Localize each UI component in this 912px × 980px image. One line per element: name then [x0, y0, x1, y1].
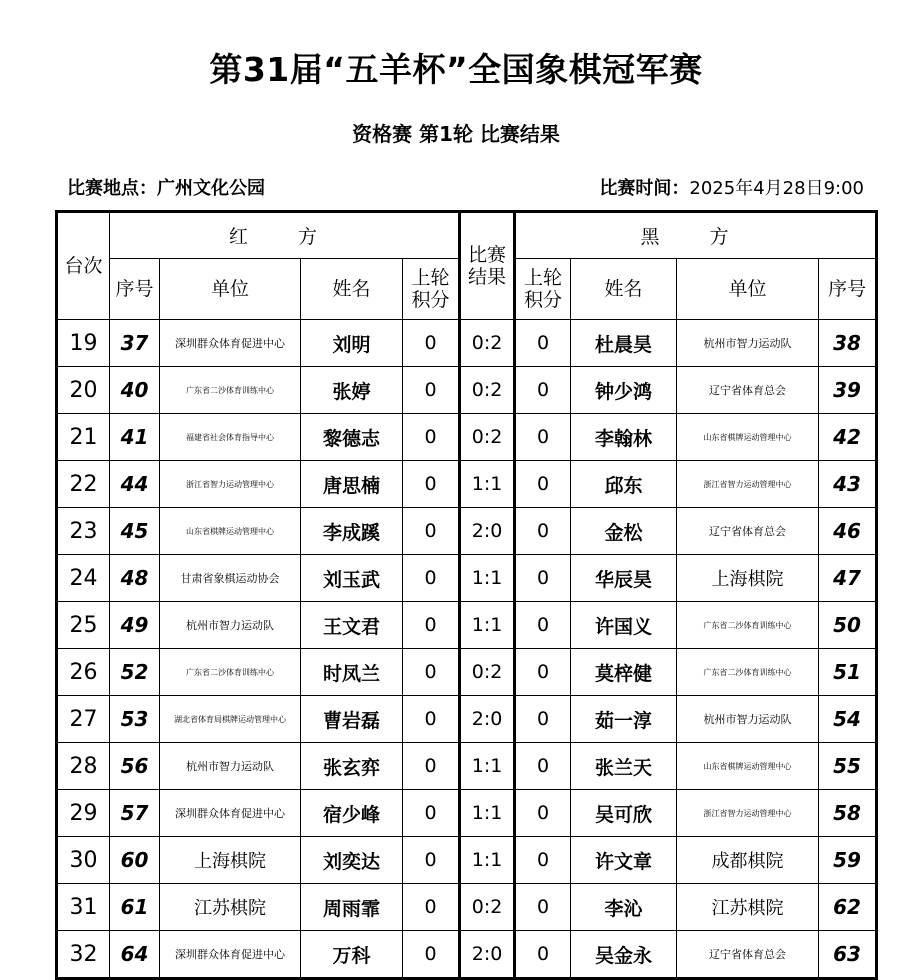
- red-unit-cell: 广东省二沙体育训练中心: [160, 367, 301, 414]
- table-no-cell: 20: [57, 367, 110, 414]
- result-cell: 1:1: [460, 461, 515, 508]
- result-cell: 1:1: [460, 743, 515, 790]
- table-no-cell: 22: [57, 461, 110, 508]
- table-row: [57, 931, 877, 979]
- black-unit-cell: 辽宁省体育总会: [677, 931, 819, 979]
- black-score-cell: 0: [515, 884, 571, 931]
- black-seed-cell: 55: [819, 743, 877, 790]
- black-unit-cell: 浙江省智力运动管理中心: [677, 790, 819, 837]
- black-seed-cell: 62: [819, 884, 877, 931]
- table-row: [57, 602, 877, 649]
- black-score-cell: 0: [515, 696, 571, 743]
- black-score-cell: 0: [515, 743, 571, 790]
- black-seed-cell: 43: [819, 461, 877, 508]
- black-score-cell: 0: [515, 508, 571, 555]
- red-name-cell: 曹岩磊: [301, 696, 403, 743]
- red-unit-cell: 湖北省体育局棋牌运动管理中心: [160, 696, 301, 743]
- black-score-cell: 0: [515, 649, 571, 696]
- result-cell: 1:1: [460, 837, 515, 884]
- black-unit-cell: 成都棋院: [677, 837, 819, 884]
- table-no-cell: 27: [57, 696, 110, 743]
- table-row: [57, 320, 877, 367]
- red-score-cell: 0: [403, 602, 460, 649]
- header-red-seed: 序号: [110, 259, 160, 320]
- black-score-cell: 0: [515, 790, 571, 837]
- black-seed-cell: 47: [819, 555, 877, 602]
- red-seed-cell: 48: [110, 555, 160, 602]
- result-cell: 0:2: [460, 320, 515, 367]
- red-name-cell: 时凤兰: [301, 649, 403, 696]
- table-row: [57, 696, 877, 743]
- black-seed-cell: 38: [819, 320, 877, 367]
- red-seed-cell: 57: [110, 790, 160, 837]
- table-no-cell: 30: [57, 837, 110, 884]
- red-name-cell: 刘玉武: [301, 555, 403, 602]
- black-unit-cell: 辽宁省体育总会: [677, 367, 819, 414]
- red-score-cell: 0: [403, 884, 460, 931]
- red-name-cell: 李成蹊: [301, 508, 403, 555]
- result-cell: 2:0: [460, 931, 515, 979]
- black-seed-cell: 39: [819, 367, 877, 414]
- table-no-cell: 21: [57, 414, 110, 461]
- black-name-cell: 张兰天: [571, 743, 677, 790]
- black-unit-cell: 山东省棋牌运动管理中心: [677, 414, 819, 461]
- black-unit-cell: 杭州市智力运动队: [677, 320, 819, 367]
- table-row: [57, 555, 877, 602]
- header-black-unit: 单位: [677, 259, 819, 320]
- table-row: [57, 790, 877, 837]
- red-unit-cell: 深圳群众体育促进中心: [160, 790, 301, 837]
- result-cell: 2:0: [460, 508, 515, 555]
- header-table-no: 台次: [57, 212, 110, 320]
- red-seed-cell: 44: [110, 461, 160, 508]
- result-cell: 0:2: [460, 884, 515, 931]
- black-unit-cell: 广东省二沙体育训练中心: [677, 649, 819, 696]
- red-name-cell: 张玄弈: [301, 743, 403, 790]
- page-subtitle: 资格赛 第1轮 比赛结果: [352, 122, 560, 146]
- table-no-cell: 32: [57, 931, 110, 979]
- header-black-prev-score: [515, 259, 571, 320]
- red-score-cell: 0: [403, 508, 460, 555]
- table-row: [57, 837, 877, 884]
- table-row: [57, 367, 877, 414]
- black-seed-cell: 63: [819, 931, 877, 979]
- result-cell: 1:1: [460, 555, 515, 602]
- black-name-cell: 华辰昊: [571, 555, 677, 602]
- red-score-cell: 0: [403, 790, 460, 837]
- red-score-cell: 0: [403, 367, 460, 414]
- result-cell: 1:1: [460, 602, 515, 649]
- black-score-cell: 0: [515, 461, 571, 508]
- black-name-cell: 邱东: [571, 461, 677, 508]
- black-unit-cell: 山东省棋牌运动管理中心: [677, 743, 819, 790]
- black-unit-cell: 杭州市智力运动队: [677, 696, 819, 743]
- black-seed-cell: 42: [819, 414, 877, 461]
- black-score-cell: 0: [515, 414, 571, 461]
- header-red-name: 姓名: [301, 259, 403, 320]
- table-row: [57, 884, 877, 931]
- red-seed-cell: 49: [110, 602, 160, 649]
- red-score-cell: 0: [403, 931, 460, 979]
- header-red-prev-score-label: 上轮积分: [411, 267, 450, 311]
- black-score-cell: 0: [515, 602, 571, 649]
- black-name-cell: 杜晨昊: [571, 320, 677, 367]
- header-red-prev-score: [403, 259, 460, 320]
- red-score-cell: 0: [403, 696, 460, 743]
- venue-value: 广州文化公园: [157, 178, 265, 199]
- table-no-cell: 19: [57, 320, 110, 367]
- black-seed-cell: 46: [819, 508, 877, 555]
- red-name-cell: 张婷: [301, 367, 403, 414]
- red-seed-cell: 45: [110, 508, 160, 555]
- black-seed-cell: 50: [819, 602, 877, 649]
- table-row: [57, 508, 877, 555]
- header-result-label: 比赛结果: [468, 244, 507, 288]
- red-name-cell: 周雨霏: [301, 884, 403, 931]
- red-seed-cell: 64: [110, 931, 160, 979]
- black-name-cell: 许文章: [571, 837, 677, 884]
- result-cell: 0:2: [460, 649, 515, 696]
- red-seed-cell: 40: [110, 367, 160, 414]
- red-score-cell: 0: [403, 649, 460, 696]
- result-cell: 1:1: [460, 790, 515, 837]
- red-name-cell: 宿少峰: [301, 790, 403, 837]
- black-name-cell: 金松: [571, 508, 677, 555]
- table-row: [57, 743, 877, 790]
- red-name-cell: 黎德志: [301, 414, 403, 461]
- time-info: [599, 174, 864, 200]
- table-no-cell: 24: [57, 555, 110, 602]
- black-unit-cell: 江苏棋院: [677, 884, 819, 931]
- black-unit-cell: 广东省二沙体育训练中心: [677, 602, 819, 649]
- red-name-cell: 刘奕达: [301, 837, 403, 884]
- red-seed-cell: 52: [110, 649, 160, 696]
- black-unit-cell: 上海棋院: [677, 555, 819, 602]
- red-seed-cell: 60: [110, 837, 160, 884]
- table-row: [57, 461, 877, 508]
- red-score-cell: 0: [403, 837, 460, 884]
- red-unit-cell: 福建省社会体育指导中心: [160, 414, 301, 461]
- black-unit-cell: 辽宁省体育总会: [677, 508, 819, 555]
- black-name-cell: 李翰林: [571, 414, 677, 461]
- result-cell: 0:2: [460, 367, 515, 414]
- table-row: [57, 649, 877, 696]
- red-unit-cell: 杭州市智力运动队: [160, 743, 301, 790]
- red-score-cell: 0: [403, 414, 460, 461]
- black-score-cell: 0: [515, 837, 571, 884]
- black-name-cell: 茹一淳: [571, 696, 677, 743]
- red-seed-cell: 41: [110, 414, 160, 461]
- red-unit-cell: 山东省棋牌运动管理中心: [160, 508, 301, 555]
- page-title: 第31届“五羊杯”全国象棋冠军赛: [209, 50, 703, 89]
- red-score-cell: 0: [403, 743, 460, 790]
- black-name-cell: 李沁: [571, 884, 677, 931]
- table-row: [57, 414, 877, 461]
- black-seed-cell: 51: [819, 649, 877, 696]
- header-black-name: 姓名: [571, 259, 677, 320]
- header-black-seed: 序号: [819, 259, 877, 320]
- header-result: [460, 212, 515, 320]
- result-cell: 2:0: [460, 696, 515, 743]
- time-label: 比赛时间：: [599, 178, 690, 199]
- red-name-cell: 王文君: [301, 602, 403, 649]
- result-cell: 0:2: [460, 414, 515, 461]
- red-seed-cell: 56: [110, 743, 160, 790]
- red-unit-cell: 深圳群众体育促进中心: [160, 320, 301, 367]
- black-name-cell: 吴可欣: [571, 790, 677, 837]
- black-score-cell: 0: [515, 367, 571, 414]
- red-name-cell: 刘明: [301, 320, 403, 367]
- red-seed-cell: 61: [110, 884, 160, 931]
- black-name-cell: 莫梓健: [571, 649, 677, 696]
- table-no-cell: 31: [57, 884, 110, 931]
- header-red-side: 红 方: [110, 212, 460, 259]
- red-unit-cell: 广东省二沙体育训练中心: [160, 649, 301, 696]
- red-unit-cell: 上海棋院: [160, 837, 301, 884]
- black-seed-cell: 59: [819, 837, 877, 884]
- black-name-cell: 钟少鸿: [571, 367, 677, 414]
- red-score-cell: 0: [403, 555, 460, 602]
- black-seed-cell: 58: [819, 790, 877, 837]
- time-value: 2025年4月28日9:00: [689, 178, 864, 199]
- venue-info: [67, 174, 265, 200]
- red-unit-cell: 甘肃省象棋运动协会: [160, 555, 301, 602]
- black-score-cell: 0: [515, 555, 571, 602]
- results-table: [55, 210, 878, 980]
- red-unit-cell: 杭州市智力运动队: [160, 602, 301, 649]
- table-no-cell: 28: [57, 743, 110, 790]
- venue-label: 比赛地点：: [67, 178, 157, 199]
- header-red-unit: 单位: [160, 259, 301, 320]
- black-score-cell: 0: [515, 320, 571, 367]
- red-seed-cell: 53: [110, 696, 160, 743]
- table-no-cell: 29: [57, 790, 110, 837]
- table-no-cell: 26: [57, 649, 110, 696]
- black-score-cell: 0: [515, 931, 571, 979]
- black-seed-cell: 54: [819, 696, 877, 743]
- header-black-side: 黑 方: [515, 212, 877, 259]
- results-body: [57, 320, 877, 979]
- red-unit-cell: 浙江省智力运动管理中心: [160, 461, 301, 508]
- red-seed-cell: 37: [110, 320, 160, 367]
- red-name-cell: 万科: [301, 931, 403, 979]
- red-score-cell: 0: [403, 461, 460, 508]
- red-unit-cell: 深圳群众体育促进中心: [160, 931, 301, 979]
- red-name-cell: 唐思楠: [301, 461, 403, 508]
- black-unit-cell: 浙江省智力运动管理中心: [677, 461, 819, 508]
- red-unit-cell: 江苏棋院: [160, 884, 301, 931]
- red-score-cell: 0: [403, 320, 460, 367]
- table-no-cell: 25: [57, 602, 110, 649]
- black-name-cell: 许国义: [571, 602, 677, 649]
- table-no-cell: 23: [57, 508, 110, 555]
- header-black-prev-score-label: 上轮积分: [524, 267, 563, 311]
- black-name-cell: 吴金永: [571, 931, 677, 979]
